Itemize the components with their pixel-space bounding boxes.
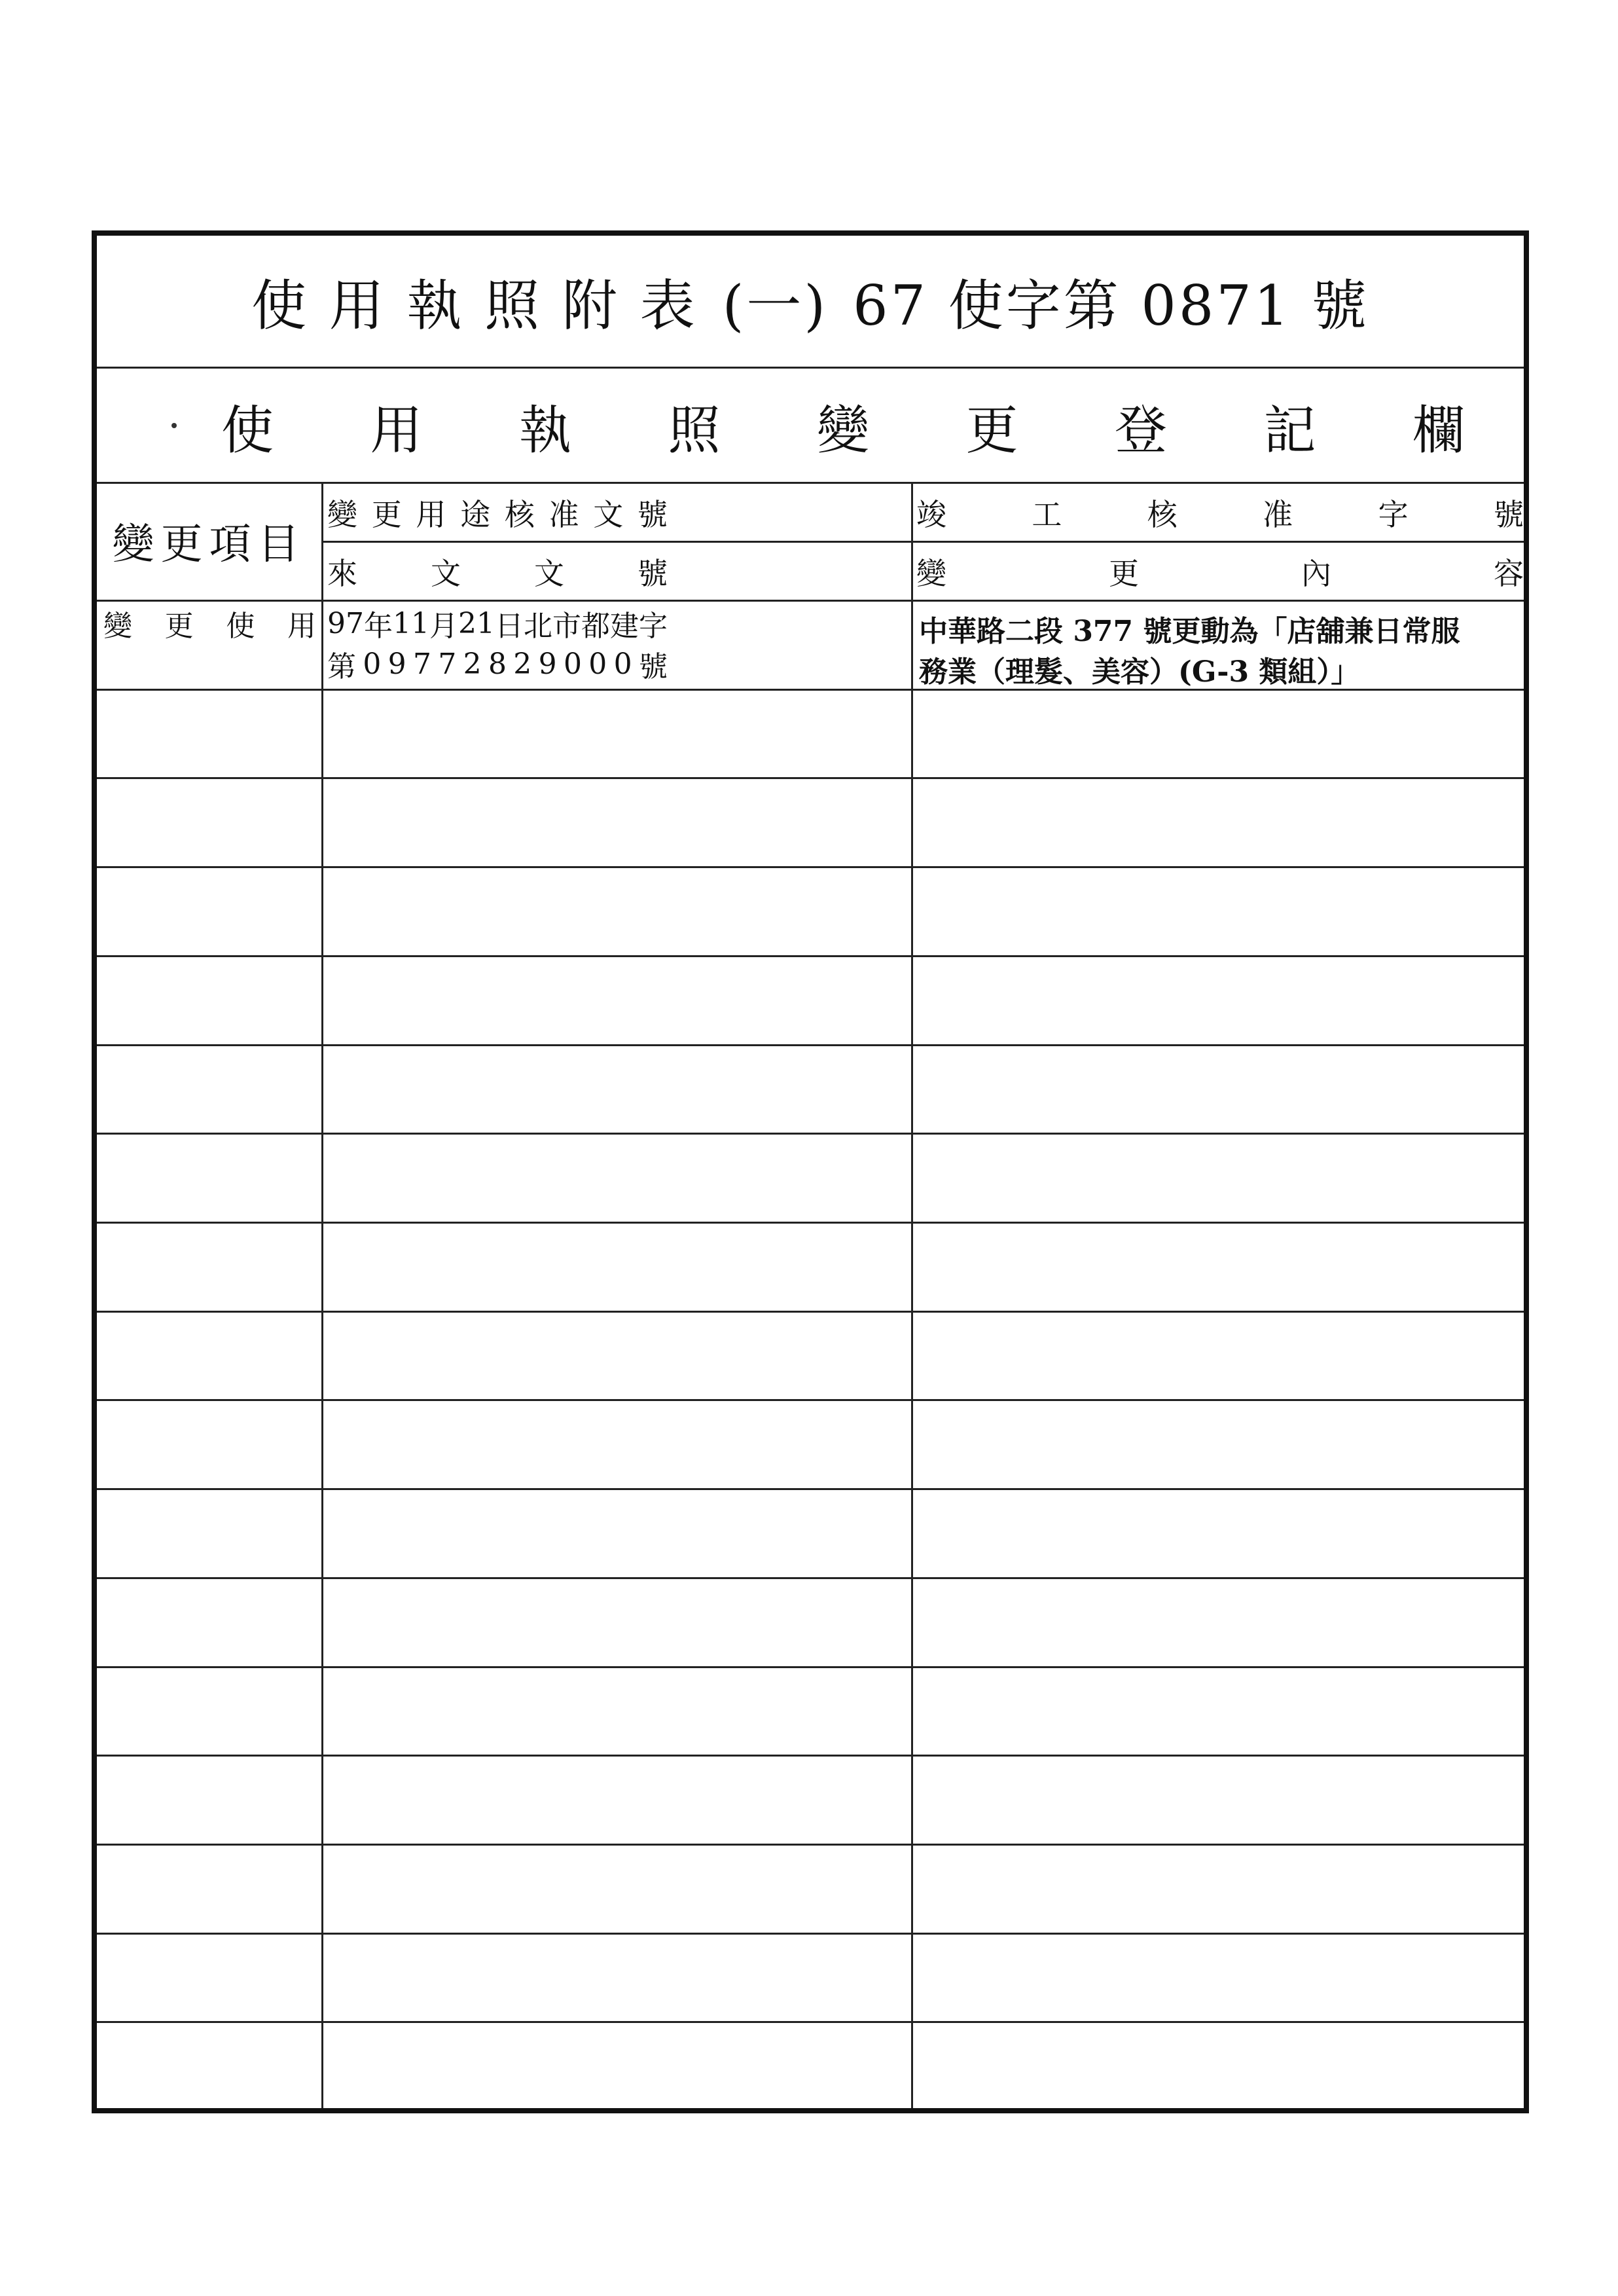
register-heading-char: 照 — [668, 399, 721, 461]
header-char: 更 — [371, 497, 402, 532]
header-char: 更 — [1109, 556, 1139, 591]
entry-char: 0 — [563, 647, 582, 681]
register-heading — [221, 369, 1465, 482]
divider — [97, 367, 1524, 369]
header-char: 途 — [460, 497, 491, 532]
register-heading-char: 使 — [221, 399, 274, 461]
license-change-form — [92, 230, 1529, 2113]
header-completion-number — [916, 484, 1524, 541]
header-char: 號 — [638, 556, 668, 591]
entry-char: 9 — [538, 647, 557, 681]
entry-char: 建 — [610, 610, 639, 643]
entry-char: 使 — [226, 610, 255, 643]
header-char: 字 — [1378, 497, 1409, 532]
entry-char: 0 — [588, 647, 607, 681]
register-heading-char: 執 — [519, 399, 571, 461]
row-divider — [97, 1844, 1524, 1846]
entry-char: 8 — [488, 647, 507, 681]
header-char: 文 — [593, 497, 624, 532]
header-char: 核 — [504, 497, 535, 532]
register-heading-row — [97, 369, 1524, 482]
entry-char: 都 — [581, 610, 610, 643]
entry-char: 第 — [327, 650, 356, 683]
header-char: 來 — [327, 556, 357, 591]
register-heading-char: 更 — [965, 399, 1018, 461]
entry-char: 市 — [552, 610, 581, 643]
register-heading-char: 變 — [817, 399, 869, 461]
header-char: 變 — [916, 556, 946, 591]
header-char: 內 — [1301, 556, 1331, 591]
form-title — [251, 262, 1369, 341]
header-char: 文 — [534, 556, 564, 591]
entry-char: 號 — [638, 650, 668, 683]
entry-change-item — [103, 602, 316, 644]
title-series: (一) — [722, 273, 829, 338]
entry-char: 月 — [429, 610, 458, 643]
row-divider — [97, 1933, 1524, 1935]
row-divider — [97, 1311, 1524, 1313]
entry-document-line-2 — [327, 643, 668, 685]
header-char: 准 — [1263, 497, 1293, 532]
header-approval-number — [327, 484, 668, 541]
entry-char: 7 — [412, 647, 431, 681]
entry-char: 21 — [458, 606, 495, 640]
entry-char: 0 — [363, 647, 382, 681]
entry-char: 97 — [327, 606, 364, 640]
row-divider — [97, 1488, 1524, 1490]
header-char: 號 — [637, 497, 668, 532]
entry-char: 0 — [613, 647, 632, 681]
entry-char: 日 — [495, 610, 524, 643]
register-heading-char: 用 — [370, 399, 423, 461]
header-change-item: 變更項目 — [112, 520, 306, 569]
entry-char: 變 — [103, 610, 132, 643]
title-prefix: 使 用 執 照 附 表 — [251, 273, 698, 338]
entry-document-line-1 — [327, 602, 668, 644]
header-char: 容 — [1494, 556, 1524, 591]
entry-char: 用 — [287, 610, 316, 643]
entry-char: 2 — [513, 647, 532, 681]
row-divider — [97, 1755, 1524, 1757]
register-heading-char: 記 — [1263, 399, 1316, 461]
row-divider — [97, 1399, 1524, 1401]
form-title-row — [97, 236, 1524, 367]
row-divider — [97, 2021, 1524, 2023]
column-divider — [911, 482, 913, 2108]
row-divider — [97, 1044, 1524, 1046]
row-divider — [97, 1133, 1524, 1135]
entry-char: 年 — [364, 610, 393, 643]
header-incoming-document — [327, 543, 668, 600]
entry-content-line-1: 中華路二段 377 號更動為「店舖兼日常服 — [919, 615, 1460, 648]
header-char: 號 — [1493, 497, 1524, 532]
entry-char: 北 — [524, 610, 552, 643]
header-char: 核 — [1147, 497, 1178, 532]
header-char: 竣 — [916, 497, 946, 532]
row-divider — [97, 1666, 1524, 1668]
row-divider — [97, 1577, 1524, 1579]
row-divider — [97, 955, 1524, 957]
register-heading-char: 欄 — [1412, 399, 1465, 461]
license-number: 67 使字第 0871 號 — [853, 273, 1369, 338]
header-char: 變 — [327, 497, 357, 532]
speck-mark — [171, 423, 177, 428]
divider — [97, 600, 1524, 602]
header-char: 准 — [548, 497, 579, 532]
row-divider — [97, 1222, 1524, 1224]
column-divider — [321, 482, 323, 2108]
header-char: 文 — [431, 556, 461, 591]
entry-char: 2 — [463, 647, 482, 681]
row-divider — [97, 777, 1524, 779]
divider — [321, 541, 1524, 543]
entry-char: 11 — [393, 606, 429, 640]
entry-content-line-2: 務業（理髮、美容）(G-3 類組）」 — [919, 655, 1360, 689]
header-char: 用 — [416, 497, 446, 532]
header-change-content — [916, 543, 1524, 600]
row-divider — [97, 866, 1524, 868]
header-char: 工 — [1032, 497, 1062, 532]
entry-char: 更 — [164, 610, 194, 643]
row-divider — [97, 689, 1524, 691]
register-heading-char: 登 — [1115, 399, 1167, 461]
entry-char: 9 — [387, 647, 406, 681]
entry-char: 字 — [639, 610, 668, 643]
entry-char: 7 — [438, 647, 457, 681]
